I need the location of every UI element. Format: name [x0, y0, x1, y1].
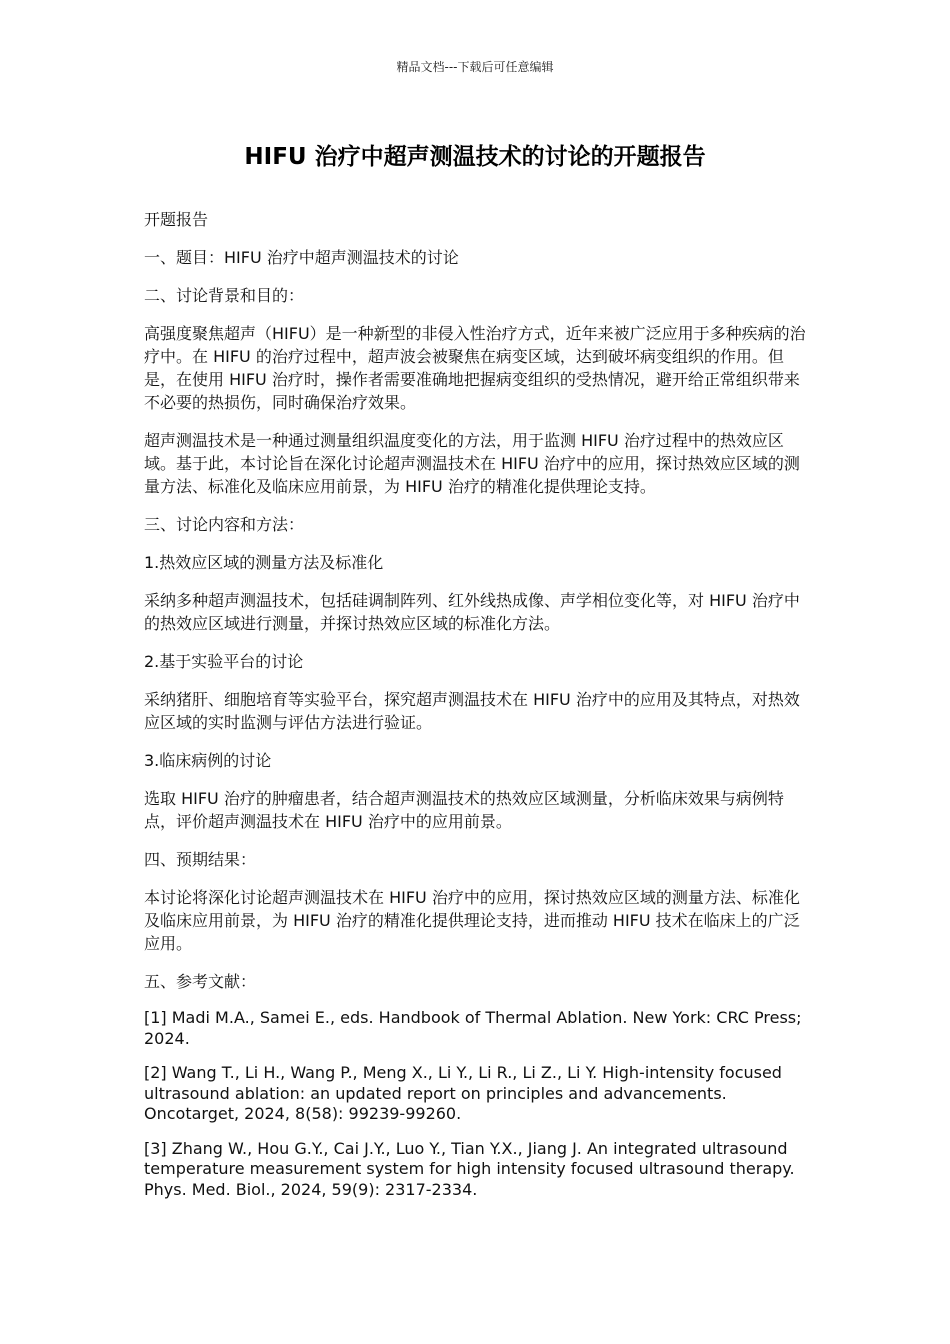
doc-label: 开题报告: [144, 210, 209, 229]
content-item-3-text: 选取 HIFU 治疗的肿瘤患者，结合超声测温技术的热效应区域测量，分析临床效果与病例特点，评价超声测温技术在 HIFU 治疗中的应用前景。: [144, 789, 784, 831]
results-paragraph: 本讨论将深化讨论超声测温技术在 HIFU 治疗中的应用，探讨热效应区域的测量方法、标准化及临床应用前景，为 HIFU 治疗的精准化提供理论支持，进而推动 HIFU 技术在临床上的广泛应用。: [144, 888, 800, 953]
background-paragraph-1: 高强度聚焦超声（HIFU）是一种新型的非侵入性治疗方式，近年来被广泛应用于多种疾病的治疗中。在 HIFU 的治疗过程中，超声波会被聚焦在病变区域，达到破坏病变组织的作用。但是，在使用 HIFU 治疗时，操作者需要准确地把握病变组织的受热情况，避开给正常组织带来不必要的热损伤，同时确保治疗效果。: [144, 324, 806, 412]
content-item-2-heading: 2.基于实验平台的讨论: [144, 652, 304, 671]
background-paragraph-2: 超声测温技术是一种通过测量组织温度变化的方法，用于监测 HIFU 治疗过程中的热效应区域。基于此，本讨论旨在深化讨论超声测温技术在 HIFU 治疗中的应用，探讨热效应区域的测量方法、标准化及临床应用前景，为 HIFU 治疗的精准化提供理论支持。: [144, 431, 800, 496]
content-item-1-heading: 1.热效应区域的测量方法及标准化: [144, 553, 384, 572]
section-references-heading: 五、参考文献：: [144, 972, 257, 991]
section-background-heading: 二、讨论背景和目的：: [144, 286, 305, 305]
content-item-3-heading: 3.临床病例的讨论: [144, 751, 272, 770]
content-item-2-text: 采纳猪肝、细胞培育等实验平台，探究超声测温技术在 HIFU 治疗中的应用及其特点，对热效应区域的实时监测与评估方法进行验证。: [144, 690, 800, 732]
section-topic: 一、题目：HIFU 治疗中超声测温技术的讨论: [144, 248, 459, 267]
page-header-note: 精品文档---下载后可任意编辑: [396, 60, 554, 74]
content-item-1-text: 采纳多种超声测温技术，包括硅调制阵列、红外线热成像、声学相位变化等，对 HIFU 治疗中的热效应区域进行测量，并探讨热效应区域的标准化方法。: [144, 591, 800, 633]
document-body: [144, 208, 808, 1214]
section-results-heading: 四、预期结果：: [144, 850, 257, 869]
document-title: HIFU 治疗中超声测温技术的讨论的开题报告: [244, 144, 706, 170]
section-content-heading: 三、讨论内容和方法：: [144, 515, 305, 534]
reference-item: [2] Wang T., Li H., Wang P., Meng X., Li Y., Li R., Li Z., Li Y. High-intensity focused ultrasound ablation: an updated report on principles and advancements. Oncotarget, 2024, 8(58): 99239-99260.: [144, 1063, 782, 1123]
reference-item: [3] Zhang W., Hou G.Y., Cai J.Y., Luo Y., Tian Y.X., Jiang J. An integrated ultrasound temperature measurement system for high intensity focused ultrasound therapy. Phys. Med. Biol., 2024, 59(9): 2317-2334.: [144, 1138, 795, 1199]
reference-item: [1] Madi M.A., Samei E., eds. Handbook of Thermal Ablation. New York: CRC Press; 2024.: [144, 1008, 802, 1048]
